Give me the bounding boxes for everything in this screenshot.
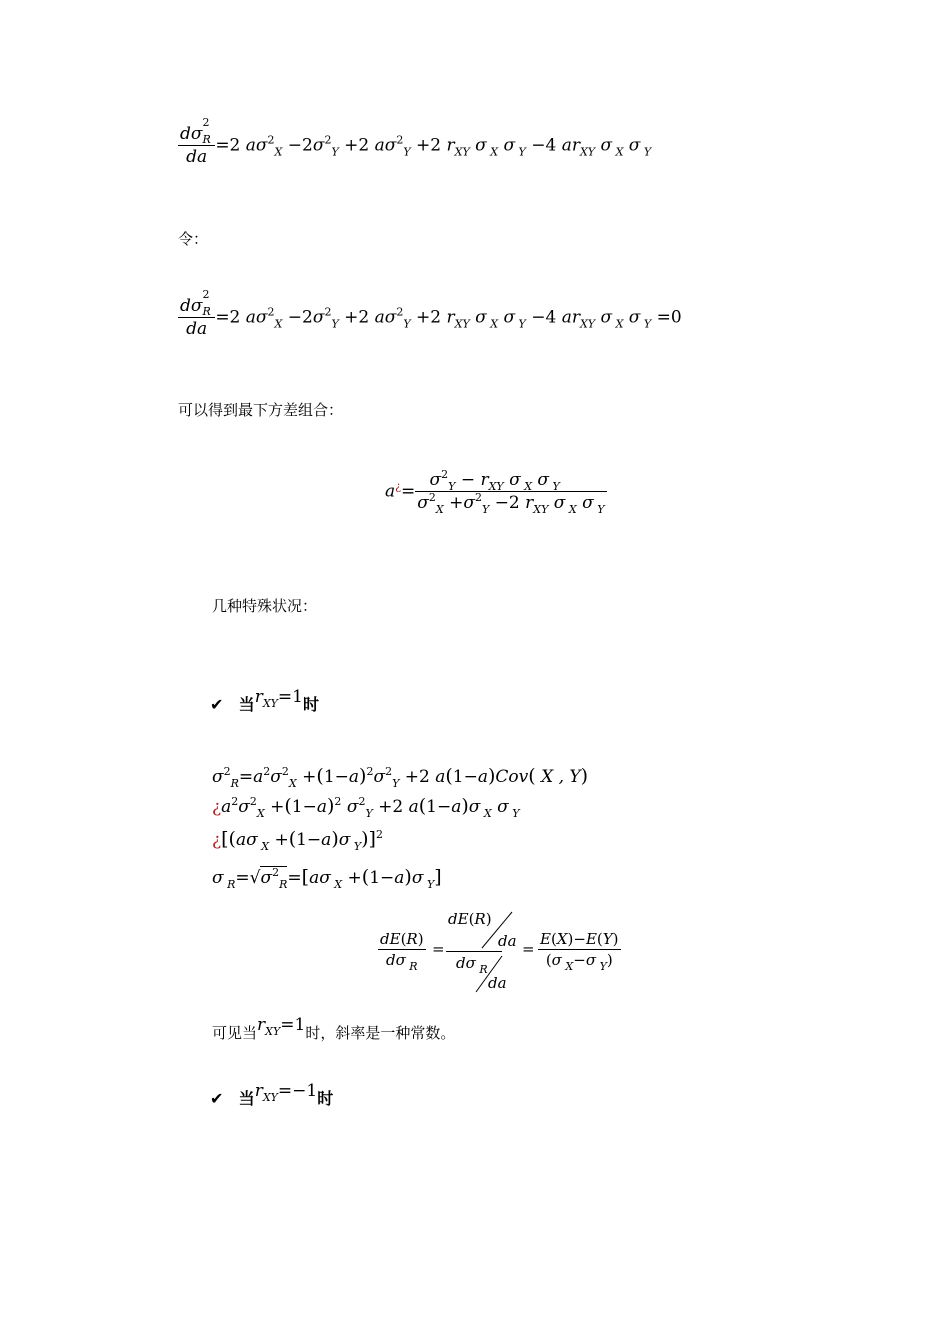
case-rxy-neg1-header: ✔ 当$r_{XY}=-1$时 [210,1081,334,1108]
variance-expansion-line-2: ¿$a^2\sigma^2_X +(1-a)^2$ $\sigma^2_Y +2$ a(1−a)σ $_X$ σ $_Y$ [212,795,520,820]
garbled-glyph: ¿ [395,479,402,493]
derivative-equation: dσ 2 R da =2 $a\sigma^2_X -2\sigma^2_Y +2$ $a\sigma^2_Y +2$ $r_{XY}$ σ $_X$ σ $_Y$ −4 $ar_{XY}$ σ $_X$ σ $_Y$ [180,116,652,167]
variance-expansion-line-1: $\sigma^2_R=a^2\sigma^2_X +(1-a)^2\sigma^2_Y +2$ a(1−a)Cov( X , Y) [212,765,589,790]
variance-expansion-line-3: ¿[(aσ $_X$ +(1−a)σ $_Y$)]$^2$ [212,828,383,853]
optimal-weight-formula: a¿= $\frac{\sigma^2_Y - r_{XY} \sigma _X \sigma _Y}{\sigma^2_X +\sigma^2_Y -2 r_{XY} \sigma _X \sigma _Y}$ [385,468,605,516]
case-rxy-1-header: ✔ 当$r_{XY}=1$时 [210,687,319,714]
special-cases-label: 几种特殊状况： [212,597,318,615]
conclusion-line: 可见当$r_{XY}=1$时，斜率是一种常数。 [212,1015,456,1042]
checkmark-icon: ✔ [210,1089,224,1108]
derivative-equals-zero-equation: dσ 2 R da =2 $a\sigma^2_X -2\sigma^2_Y +2$ $a\sigma^2_Y +2$ $r_{XY}$ σ $_X$ σ $_Y$ −4 $ar_{XY}$ σ $_X$ σ $_Y$ =0 [180,288,682,339]
min-variance-label: 可以得到最下方差组合： [178,401,344,419]
checkmark-icon: ✔ [210,695,224,714]
slope-formula: $\frac{dE(R)}{d\sigma _R}$ = dE(R) da dσ $_R$ da = $\frac{E(X)-E(Y)}{(\sigma _X-\sigma _Y)}$ [380,910,619,992]
std-dev-line: σ $_R=√\sigma^2_R=[a\sigma$ $_X$ +(1−a)σ $_Y$] [212,866,442,891]
let-label: 令： [178,230,209,248]
